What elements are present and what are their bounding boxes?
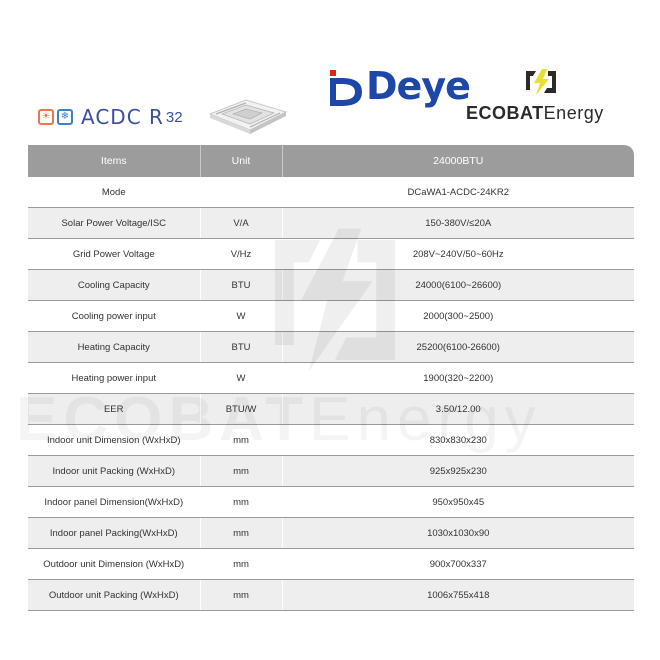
acdc-logo-text: ACDC R (81, 105, 164, 129)
spec-table-header (28, 145, 634, 177)
item-cell: Outdoor unit Dimension (WxHxD) (28, 549, 200, 580)
header-row (28, 145, 634, 177)
ecobat-energy-logo (466, 64, 626, 126)
value-cell: 208V~240V/50~60Hz (282, 239, 634, 270)
unit-cell: W (200, 363, 282, 394)
ecobat-word-light: Energy (543, 103, 604, 123)
value-cell: 24000(6100~26600) (282, 270, 634, 301)
acdc-r32-logo (38, 105, 183, 129)
item-cell: Indoor panel Dimension(WxHxD) (28, 487, 200, 518)
table-row (28, 332, 634, 363)
item-cell: Outdoor unit Packing (WxHxD) (28, 580, 200, 611)
unit-cell: V/A (200, 208, 282, 239)
unit-cell: BTU (200, 332, 282, 363)
value-cell: 1030x1030x90 (282, 518, 634, 549)
item-cell: Heating Capacity (28, 332, 200, 363)
value-cell: 3.50/12.00 (282, 394, 634, 425)
table-row (28, 425, 634, 456)
item-cell: Cooling Capacity (28, 270, 200, 301)
table-row (28, 239, 634, 270)
ecobat-energy-wordmark (466, 102, 604, 124)
table-row (28, 487, 634, 518)
value-cell: 900x700x337 (282, 549, 634, 580)
table-row (28, 363, 634, 394)
unit-cell: W (200, 301, 282, 332)
unit-cell: mm (200, 425, 282, 456)
value-cell: 1006x755x418 (282, 580, 634, 611)
item-cell: Grid Power Voltage (28, 239, 200, 270)
table-row (28, 518, 634, 549)
table-row (28, 177, 634, 208)
header-model: 24000BTU (282, 145, 634, 177)
item-cell: EER (28, 394, 200, 425)
logo-header (0, 0, 660, 145)
snowflake-icon: ❄ (57, 109, 73, 125)
deye-d-mark-icon (328, 66, 368, 106)
unit-cell: mm (200, 549, 282, 580)
unit-cell: mm (200, 580, 282, 611)
ecobat-word-bold: ECOBAT (466, 103, 544, 123)
item-cell: Solar Power Voltage/ISC (28, 208, 200, 239)
table-row (28, 270, 634, 301)
unit-cell: mm (200, 456, 282, 487)
value-cell: DCaWA1-ACDC-24KR2 (282, 177, 634, 208)
deye-logo (328, 64, 470, 108)
item-cell: Cooling power input (28, 301, 200, 332)
acdc-mode-icons (38, 109, 73, 125)
value-cell: 1900(320~2200) (282, 363, 634, 394)
table-row (28, 301, 634, 332)
value-cell: 25200(6100-26600) (282, 332, 634, 363)
spec-table-body (28, 177, 634, 611)
item-cell: Mode (28, 177, 200, 208)
unit-cell: BTU/W (200, 394, 282, 425)
value-cell: 925x925x230 (282, 456, 634, 487)
item-cell: Heating power input (28, 363, 200, 394)
table-row (28, 456, 634, 487)
header-unit: Unit (200, 145, 282, 177)
unit-cell (200, 177, 282, 208)
sun-icon: ☀ (38, 109, 54, 125)
cassette-ac-unit-image (200, 84, 292, 136)
item-cell: Indoor panel Packing(WxHxD) (28, 518, 200, 549)
table-row (28, 580, 634, 611)
table-row (28, 208, 634, 239)
unit-cell: BTU (200, 270, 282, 301)
header-items: Items (28, 145, 200, 177)
value-cell: 950x950x45 (282, 487, 634, 518)
acdc-logo-suffix: 32 (165, 108, 183, 126)
deye-logo-text: Deye (366, 64, 470, 108)
value-cell: 2000(300~2500) (282, 301, 634, 332)
battery-bolt-icon (522, 68, 562, 96)
unit-cell: mm (200, 518, 282, 549)
unit-cell: mm (200, 487, 282, 518)
item-cell: Indoor unit Dimension (WxHxD) (28, 425, 200, 456)
table-row (28, 394, 634, 425)
value-cell: 830x830x230 (282, 425, 634, 456)
spec-table (28, 145, 634, 611)
table-row (28, 549, 634, 580)
item-cell: Indoor unit Packing (WxHxD) (28, 456, 200, 487)
unit-cell: V/Hz (200, 239, 282, 270)
value-cell: 150-380V/≤20A (282, 208, 634, 239)
